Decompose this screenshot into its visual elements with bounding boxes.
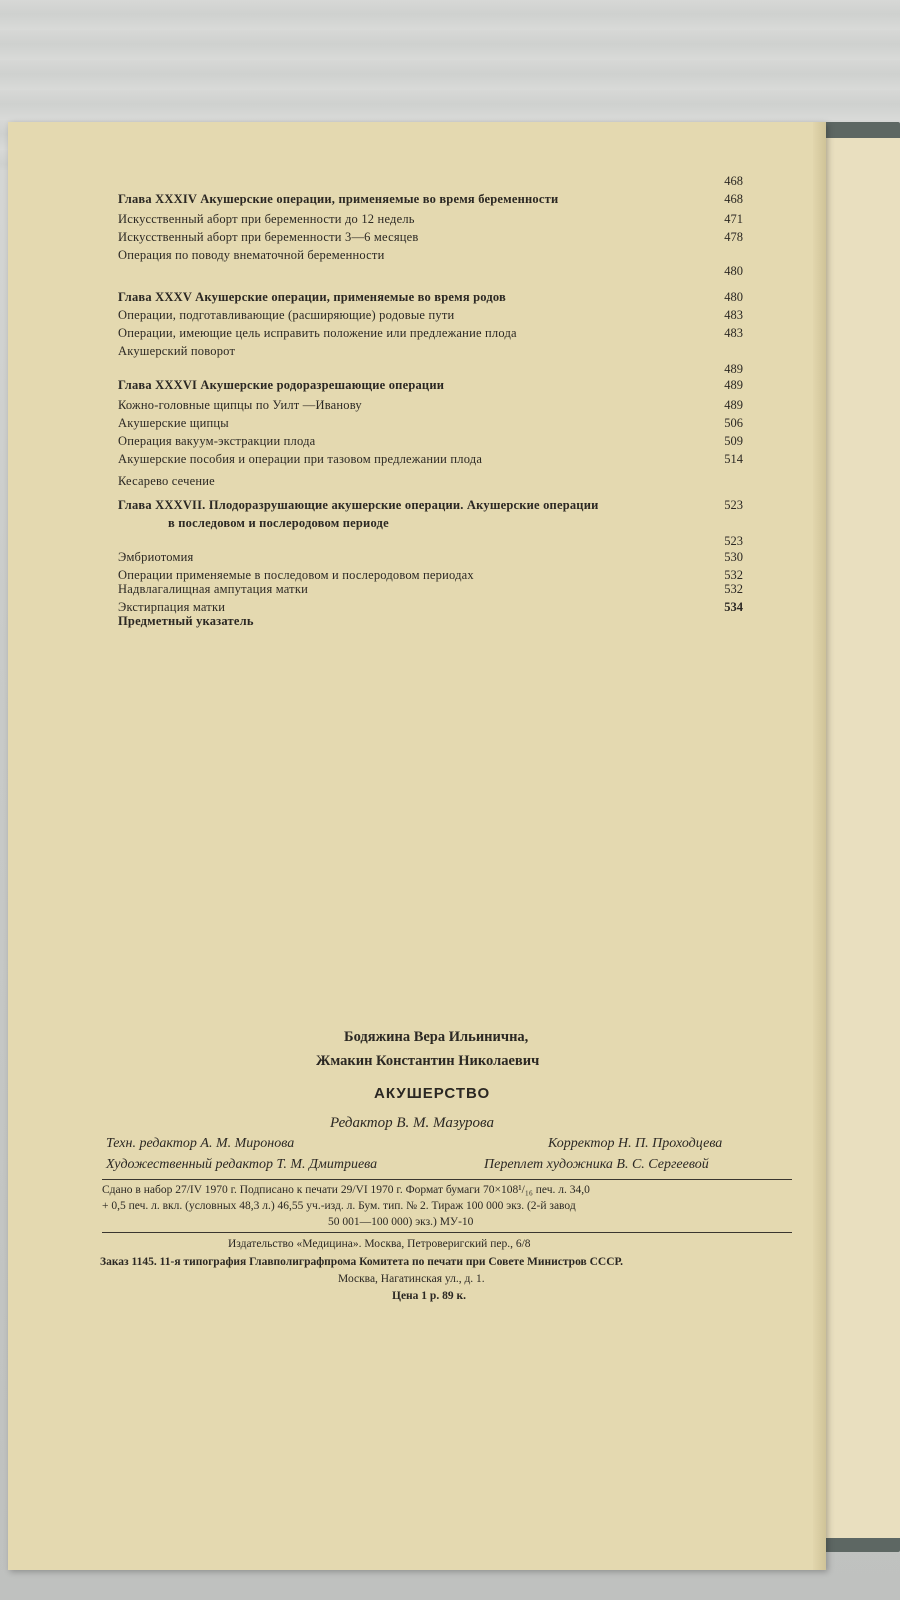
toc-page-number: 523 <box>724 498 743 512</box>
toc-entry: Операции, подготавливающие (расширяющие) родовые пути <box>118 308 455 322</box>
toc-entry: Предметный указатель <box>118 614 254 628</box>
toc-entry: Искусственный аборт при беременности 3—6 месяцев <box>118 230 419 244</box>
toc-page-number: 480 <box>724 290 743 304</box>
toc-page-number: 471 <box>724 212 743 226</box>
toc-entry: Операция по поводу внематочной беременности <box>118 248 385 262</box>
toc-entry: Кожно-головные щипцы по Уилт —Иванову <box>118 398 362 412</box>
book-title: АКУШЕРСТВО <box>374 1085 491 1102</box>
toc-page-number: 514 <box>724 452 743 466</box>
authors-line-1: Бодяжина Вера Ильинична, <box>344 1029 529 1045</box>
divider-rule <box>102 1232 792 1233</box>
toc-page-number: 468 <box>724 192 743 206</box>
address-line: Москва, Нагатинская ул., д. 1. <box>338 1273 485 1285</box>
toc-page-number: 483 <box>724 308 743 322</box>
toc-entry: в последовом и послеродовом периоде <box>168 516 389 530</box>
toc-page-number: 468 <box>724 174 743 188</box>
page-edge <box>813 122 826 1570</box>
editor-line: Редактор В. М. Мазурова <box>330 1115 494 1131</box>
book-page <box>8 122 826 1570</box>
print-data-line-3: 50 001—100 000) экз.) МУ-10 <box>328 1216 474 1228</box>
order-line: Заказ 1145. 11-я типография Главполиграфпрома Комитета по печати при Совете Министров СССР. <box>100 1256 624 1268</box>
toc-entry: Акушерский поворот <box>118 344 236 358</box>
toc-entry: Надвлагалищная ампутация матки <box>118 582 308 596</box>
print-data-line-1: Сдано в набор 27/IV 1970 г. Подписано к печати 29/VI 1970 г. Формат бумаги 70×108¹/₁₆ печ. л. 34,0 <box>102 1184 590 1196</box>
cover-artist: Переплет художника В. С. Сергеевой <box>484 1157 709 1172</box>
toc-page-number: 489 <box>724 362 743 376</box>
toc-entry: Операции применяемые в последовом и послеродовом периодах <box>118 568 474 582</box>
toc-entry: Акушерские пособия и операции при тазовом предлежании плода <box>118 452 483 466</box>
toc-entry: Глава XXXVI Акушерские родоразрешающие операции <box>118 378 445 392</box>
toc-entry: Эмбриотомия <box>118 550 194 564</box>
toc-entry: Искусственный аборт при беременности до 12 недель <box>118 212 415 226</box>
corrector: Корректор Н. П. Проходцева <box>548 1136 723 1151</box>
toc-page-number: 480 <box>724 264 743 278</box>
toc-entry: Акушерские щипцы <box>118 416 229 430</box>
toc-page-number: 530 <box>724 550 743 564</box>
toc-page-number: 489 <box>724 398 743 412</box>
print-data-line-2: + 0,5 печ. л. вкл. (условных 48,3 л.) 46,55 уч.-изд. л. Бум. тип. № 2. Тираж 100 000 экз. (2-й завод <box>102 1200 576 1212</box>
publisher-line: Издательство «Медицина». Москва, Петроверигский пер., 6/8 <box>228 1238 531 1250</box>
tech-editor: Техн. редактор А. М. Миронова <box>106 1136 295 1151</box>
toc-page-number: 534 <box>724 600 743 614</box>
toc-entry: Операция вакуум-экстракции плода <box>118 434 316 448</box>
toc-page-number: 489 <box>724 378 743 392</box>
art-editor: Художественный редактор Т. М. Дмитриева <box>106 1157 378 1172</box>
toc-page-number: 532 <box>724 568 743 582</box>
toc-page-number: 478 <box>724 230 743 244</box>
toc-page-number: 509 <box>724 434 743 448</box>
toc-entry: Глава XXXIV Акушерские операции, применяемые во время беременности <box>118 192 559 206</box>
toc-entry: Глава XXXV Акушерские операции, применяемые во время родов <box>118 290 507 304</box>
toc-entry: Глава XXXVII. Плодоразрушающие акушерские операции. Акушерские операции <box>118 498 599 512</box>
toc-page-number: 483 <box>724 326 743 340</box>
toc-page-number: 523 <box>724 534 743 548</box>
toc-page-number: 532 <box>724 582 743 596</box>
toc-page-number: 506 <box>724 416 743 430</box>
authors-line-2: Жмакин Константин Николаевич <box>316 1053 540 1069</box>
toc-entry: Кесарево сечение <box>118 474 215 488</box>
toc-entry: Экстирпация матки <box>118 600 226 614</box>
price-line: Цена 1 р. 89 к. <box>392 1290 466 1302</box>
toc-entry: Операции, имеющие цель исправить положение или предлежание плода <box>118 326 517 340</box>
divider-rule <box>102 1179 792 1180</box>
